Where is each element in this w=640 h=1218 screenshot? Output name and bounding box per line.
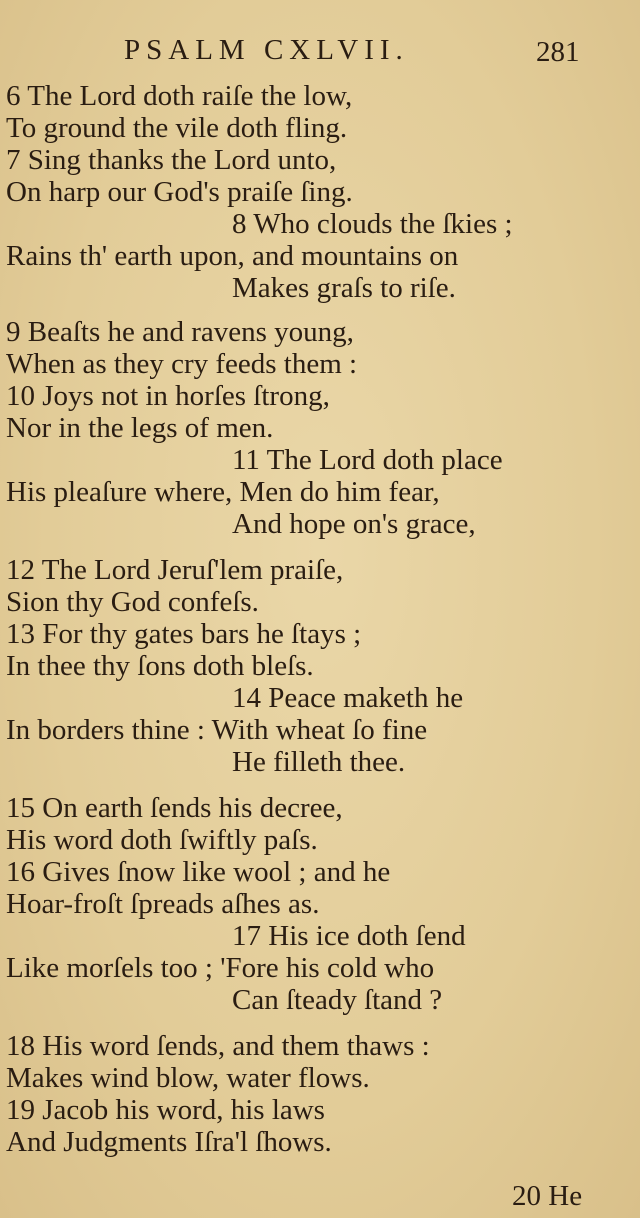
- verse-line: And hope on's grace,: [232, 508, 476, 540]
- verse-line: 17 His ice doth ſend: [232, 920, 466, 952]
- verse-line: 12 The Lord Jeruſ'lem praiſe,: [6, 554, 344, 586]
- verse-line: His pleaſure where, Men do him fear,: [6, 476, 440, 508]
- catchword: 20 He: [512, 1180, 583, 1212]
- verse-line: Rains th' earth upon, and mountains on: [6, 240, 459, 272]
- verse-line: Nor in the legs of men.: [6, 412, 274, 444]
- running-title: PSALM CXLVII.: [124, 34, 409, 66]
- verse-line: 19 Jacob his word, his laws: [6, 1094, 325, 1126]
- page-number: 281: [536, 36, 580, 68]
- verse-line: 9 Beaſts he and ravens young,: [6, 316, 354, 348]
- verse-line: 11 The Lord doth place: [232, 444, 503, 476]
- verse-line: 18 His word ſends, and them thaws :: [6, 1030, 430, 1062]
- verse-line: He filleth thee.: [232, 746, 406, 778]
- verse-line: 7 Sing thanks the Lord unto,: [6, 144, 337, 176]
- verse-line: And Judgments Iſra'l ſhows.: [6, 1126, 332, 1158]
- verse-line: 15 On earth ſends his decree,: [6, 792, 343, 824]
- verse-line: His word doth ſwiftly paſs.: [6, 824, 318, 856]
- verse-line: Like morſels too ; 'Fore his cold who: [6, 952, 435, 984]
- verse-line: Sion thy God confeſs.: [6, 586, 259, 618]
- verse-line: 8 Who clouds the ſkies ;: [232, 208, 513, 240]
- page-header: [0, 34, 640, 74]
- verse-line: On harp our God's praiſe ſing.: [6, 176, 353, 208]
- verse-line: When as they cry feeds them :: [6, 348, 358, 380]
- verse-line: To ground the vile doth fling.: [6, 112, 348, 144]
- verse-line: 10 Joys not in horſes ſtrong,: [6, 380, 330, 412]
- verse-line: 6 The Lord doth raiſe the low,: [6, 80, 353, 112]
- verse-line: In thee thy ſons doth bleſs.: [6, 650, 314, 682]
- verse-line: 13 For thy gates bars he ſtays ;: [6, 618, 362, 650]
- verse-line: 14 Peace maketh he: [232, 682, 464, 714]
- verse-line: Hoar-froſt ſpreads aſhes as.: [6, 888, 320, 920]
- verse-line: 16 Gives ſnow like wool ; and he: [6, 856, 391, 888]
- verse-line: Makes graſs to riſe.: [232, 272, 456, 304]
- verse-line: Can ſteady ſtand ?: [232, 984, 443, 1016]
- verse-line: Makes wind blow, water flows.: [6, 1062, 370, 1094]
- verse-line: In borders thine : With wheat ſo fine: [6, 714, 428, 746]
